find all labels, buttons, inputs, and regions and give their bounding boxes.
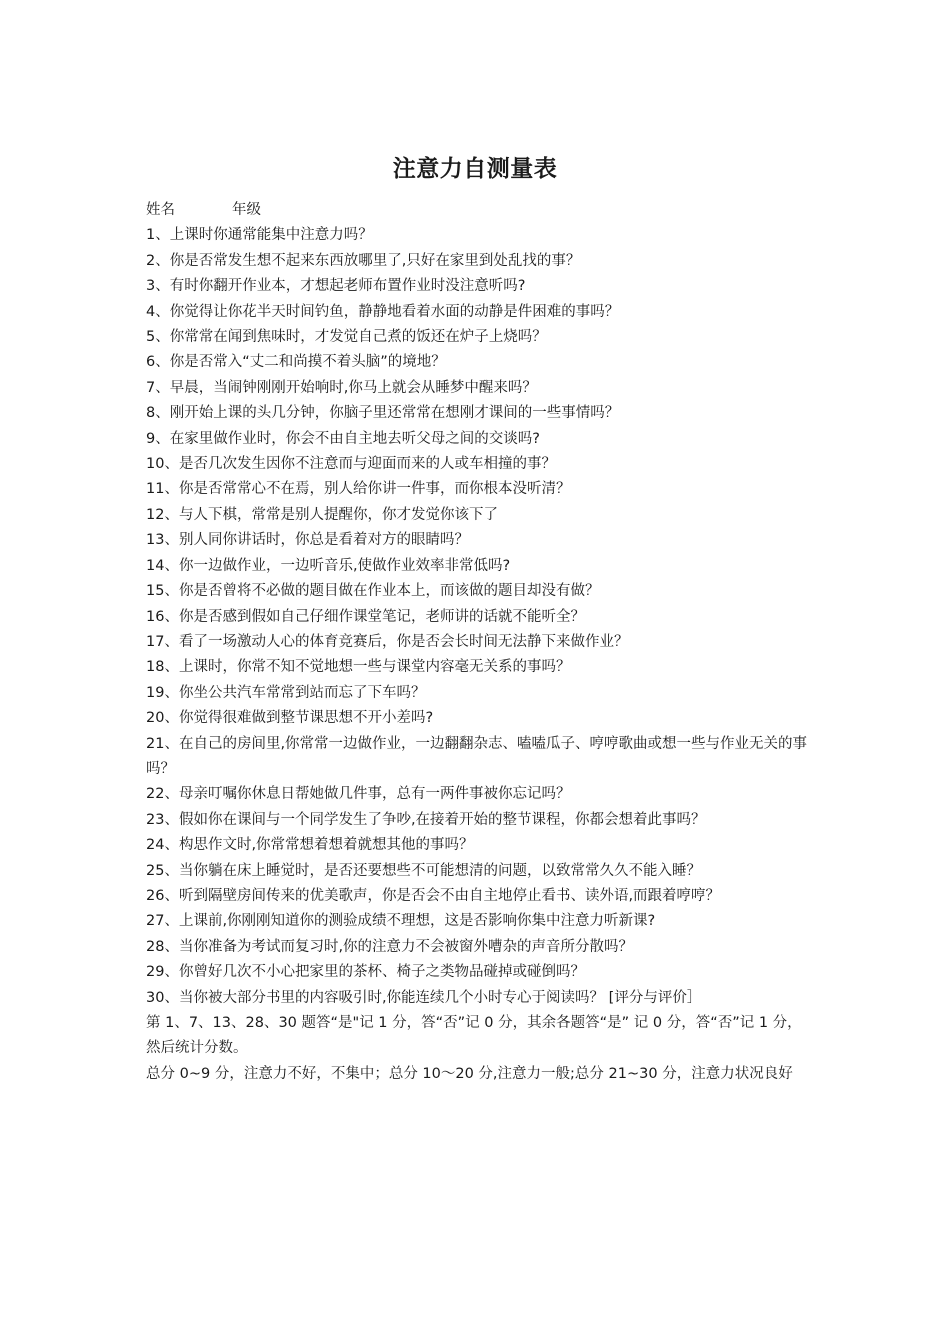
- question-item: 7、早晨，当闹钟刚刚开始响时,你马上就会从睡梦中醒来吗？: [146, 379, 537, 396]
- question-item: 25、当你躺在床上睡觉时，是否还要想些不可能想清的问题，以致常常久久不能入睡？: [146, 862, 701, 879]
- question-item: 6、你是否常入“丈二和尚摸不着头脑”的境地？: [146, 354, 446, 371]
- question-item: 28、当你准备为考试而复习时,你的注意力不会被窗外嘈杂的声音所分散吗？: [146, 938, 634, 955]
- question-item: 21、在自己的房间里,你常常一边做作业，一边翻翻杂志、嗑嗑瓜子、哼哼歌曲或想一些与作业无关的事吗？: [146, 735, 808, 777]
- question-item: 26、听到隔壁房间传来的优美歌声，你是否会不由自主地停止看书、读外语,而跟着哼哼？: [146, 887, 721, 904]
- grade-label: 年级: [232, 202, 261, 218]
- document-title: 注意力自测量表: [392, 156, 558, 182]
- question-item: 27、上课前,你刚刚知道你的测验成绩不理想，这是否影响你集中注意力听新课?: [146, 913, 656, 930]
- question-list: [146, 223, 810, 1011]
- question-item: 8、刚开始上课的头几分钟，你脑子里还常常在想刚才课间的一些事情吗？: [146, 405, 620, 422]
- scoring-evaluation: 总分 0~9 分，注意力不好，不集中；总分 10～20 分,注意力一般;总分 21~30 分，注意力状况良好: [146, 1065, 793, 1082]
- scoring-rule: 第 1、7、13、28、30 题答“是"记 1 分，答“否”记 0 分，其余各题答“是” 记 0 分，答“否”记 1 分，然后统计分数。: [146, 1015, 802, 1057]
- question-item: 30、当你被大部分书里的内容吸引时,你能连续几个小时专心于阅读吗？ [评分与评价］: [146, 989, 702, 1006]
- question-item: 16、你是否感到假如自己仔细作课堂笔记，老师讲的话就不能听全？: [146, 608, 585, 625]
- question-item: 23、假如你在课间与一个同学发生了争吵,在接着开始的整节课程，你都会想着此事吗？: [146, 811, 706, 828]
- question-item: 18、上课时，你常不知不觉地想一些与课堂内容毫无关系的事吗？: [146, 659, 571, 676]
- question-item: 15、你是否曾将不必做的题目做在作业本上，而该做的题目却没有做？: [146, 583, 600, 600]
- question-item: 4、你觉得让你花半天时间钓鱼，静静地看着水面的动静是件困难的事吗？: [146, 303, 620, 320]
- question-item: 19、你坐公共汽车常常到站而忘了下车吗？: [146, 684, 426, 701]
- question-item: 20、你觉得很难做到整节课思想不开小差吗?: [146, 710, 434, 727]
- question-item: 5、你常常在闻到焦味时，才发觉自己煮的饭还在炉子上烧吗？: [146, 329, 547, 346]
- question-item: 10、是否几次发生因你不注意而与迎面而来的人或车相撞的事？: [146, 456, 556, 473]
- question-item: 9、在家里做作业时，你会不由自主地去听父母之间的交谈吗?: [146, 430, 540, 447]
- question-item: 29、你曾好几次不小心把家里的茶杯、椅子之类物品碰掉或碰倒吗？: [146, 964, 585, 981]
- question-item: 12、与人下棋，常常是别人提醒你，你才发觉你该下了: [146, 506, 498, 523]
- question-item: 24、构思作文时,你常常想着想着就想其他的事吗？: [146, 837, 474, 854]
- question-item: 11、你是否常常心不在焉，别人给你讲一件事，而你根本没听清？: [146, 481, 571, 498]
- question-item: 1、上课时你通常能集中注意力吗？: [146, 227, 373, 244]
- question-item: 3、有时你翻开作业本，才想起老师布置作业时没注意听吗?: [146, 278, 526, 295]
- question-item: 13、别人同你讲话时，你总是看着对方的眼睛吗？: [146, 532, 469, 549]
- question-item: 17、看了一场激动人心的体育竞赛后，你是否会长时间无法静下来做作业？: [146, 633, 629, 650]
- question-item: 2、你是否常发生想不起来东西放哪里了,只好在家里到处乱找的事？: [146, 252, 581, 269]
- student-info-line: [146, 198, 810, 223]
- question-item: 22、母亲叮嘱你休息日帮她做几件事，总有一两件事被你忘记吗？: [146, 786, 571, 803]
- question-item: 14、你一边做作业，一边听音乐,使做作业效率非常低吗?: [146, 557, 511, 574]
- questionnaire-body: [146, 198, 810, 1087]
- name-label: 姓名: [146, 202, 175, 218]
